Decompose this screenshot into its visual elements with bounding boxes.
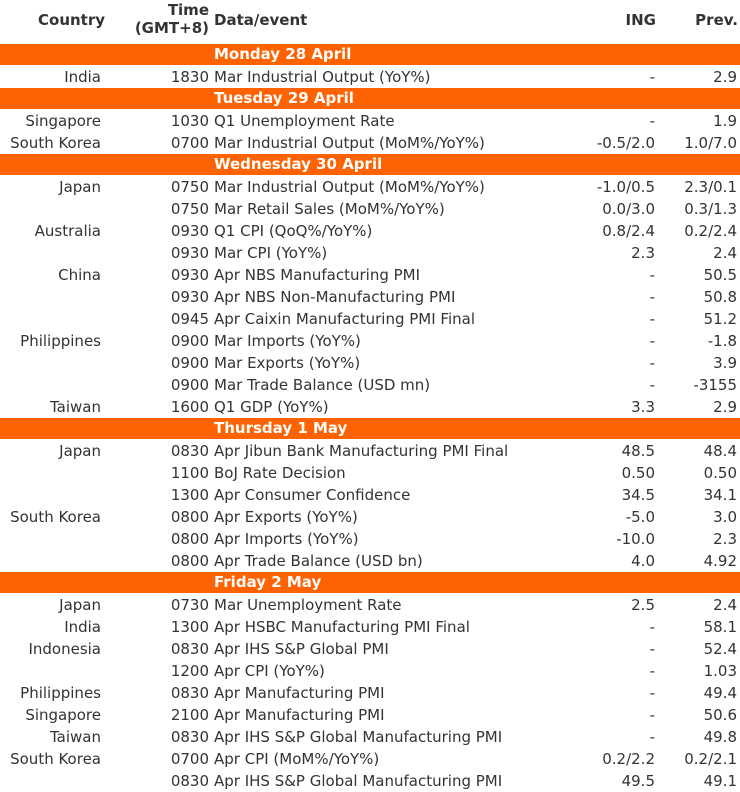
country-cell: India	[64, 68, 101, 86]
event-cell: Q1 CPI (QoQ%/YoY%)	[214, 222, 373, 240]
country-cell: Japan	[59, 178, 101, 196]
previous-value-cell: 0.2/2.4	[684, 222, 737, 240]
ing-forecast-cell: -	[649, 310, 655, 328]
day-header	[0, 88, 740, 109]
previous-value-cell: 3.9	[713, 354, 737, 372]
country-cell: Taiwan	[49, 728, 101, 746]
previous-value-cell: 49.8	[703, 728, 737, 746]
day-label: Friday 2 May	[214, 573, 322, 591]
table-row	[0, 440, 740, 462]
event-cell: Q1 Unemployment Rate	[214, 112, 395, 130]
ing-forecast-cell: 0.8/2.4	[602, 222, 655, 240]
event-cell: Apr IHS S&P Global PMI	[214, 640, 389, 658]
table-row	[0, 176, 740, 198]
table-row	[0, 286, 740, 308]
event-cell: Apr IHS S&P Global Manufacturing PMI	[214, 728, 503, 746]
event-cell: Apr Manufacturing PMI	[214, 684, 385, 702]
time-cell: 0830	[170, 772, 209, 790]
previous-value-cell: 0.3/1.3	[684, 200, 737, 218]
event-cell: Apr Manufacturing PMI	[214, 706, 385, 724]
table-header	[0, 0, 740, 44]
table-row	[0, 198, 740, 220]
time-cell: 0830	[170, 684, 209, 702]
previous-value-cell: -3155	[693, 376, 737, 394]
ing-forecast-cell: -	[649, 662, 655, 680]
previous-value-cell: 0.2/2.1	[684, 750, 737, 768]
previous-value-cell: 48.4	[703, 442, 737, 460]
event-cell: Apr Exports (YoY%)	[214, 508, 358, 526]
ing-forecast-cell: -	[649, 112, 655, 130]
table-row	[0, 660, 740, 682]
day-label: Wednesday 30 April	[214, 155, 383, 173]
ing-forecast-cell: -	[649, 618, 655, 636]
event-cell: Apr Consumer Confidence	[214, 486, 411, 504]
table-row	[0, 264, 740, 286]
previous-value-cell: 51.2	[703, 310, 737, 328]
event-cell: Apr NBS Manufacturing PMI	[214, 266, 421, 284]
country-cell: Japan	[59, 596, 101, 614]
event-cell: Apr IHS S&P Global Manufacturing PMI	[214, 772, 503, 790]
previous-value-cell: 52.4	[703, 640, 737, 658]
time-cell: 1600	[170, 398, 209, 416]
ing-forecast-cell: -	[649, 266, 655, 284]
previous-value-cell: 58.1	[703, 618, 737, 636]
table-row	[0, 330, 740, 352]
previous-value-cell: 1.9	[713, 112, 737, 130]
event-cell: Mar Retail Sales (MoM%/YoY%)	[214, 200, 445, 218]
event-cell: Mar Unemployment Rate	[214, 596, 402, 614]
time-cell: 0930	[170, 222, 209, 240]
previous-value-cell: 2.3/0.1	[684, 178, 737, 196]
country-cell: Singapore	[25, 706, 101, 724]
time-cell: 0830	[170, 728, 209, 746]
table-row	[0, 374, 740, 396]
table-row	[0, 594, 740, 616]
time-cell: 0750	[170, 178, 209, 196]
table-body	[0, 44, 740, 792]
event-cell: Q1 GDP (YoY%)	[214, 398, 329, 416]
table-row	[0, 110, 740, 132]
event-cell: Apr Trade Balance (USD bn)	[214, 552, 423, 570]
event-cell: Apr Jibun Bank Manufacturing PMI Final	[214, 442, 509, 460]
previous-value-cell: 50.6	[703, 706, 737, 724]
table-row	[0, 66, 740, 88]
event-cell: Mar Industrial Output (MoM%/YoY%)	[214, 134, 485, 152]
header-time-line1: Time	[167, 1, 209, 19]
ing-forecast-cell: -10.0	[616, 530, 655, 548]
event-cell: Apr Imports (YoY%)	[214, 530, 359, 548]
time-cell: 1300	[170, 618, 209, 636]
previous-value-cell: 2.4	[713, 244, 737, 262]
event-cell: Apr Caixin Manufacturing PMI Final	[214, 310, 476, 328]
table-row	[0, 484, 740, 506]
previous-value-cell: 4.92	[703, 552, 737, 570]
ing-forecast-cell: -	[649, 706, 655, 724]
header-time-line2: (GMT+8)	[134, 19, 209, 37]
time-cell: 1030	[170, 112, 209, 130]
previous-value-cell: 1.0/7.0	[684, 134, 737, 152]
day-header	[0, 572, 740, 593]
time-cell: 0830	[170, 442, 209, 460]
time-cell: 0930	[170, 244, 209, 262]
table-row	[0, 550, 740, 572]
previous-value-cell: 49.4	[703, 684, 737, 702]
ing-forecast-cell: -	[649, 332, 655, 350]
day-header	[0, 154, 740, 175]
event-cell: Mar CPI (YoY%)	[214, 244, 328, 262]
ing-forecast-cell: 2.3	[631, 244, 655, 262]
ing-forecast-cell: -	[649, 354, 655, 372]
ing-forecast-cell: -	[649, 640, 655, 658]
ing-forecast-cell: 49.5	[621, 772, 655, 790]
previous-value-cell: 3.0	[713, 508, 737, 526]
time-cell: 0730	[170, 596, 209, 614]
ing-forecast-cell: -	[649, 684, 655, 702]
ing-forecast-cell: -	[649, 68, 655, 86]
country-cell: South Korea	[10, 508, 101, 526]
event-cell: Apr CPI (YoY%)	[214, 662, 325, 680]
table-row	[0, 396, 740, 418]
previous-value-cell: 34.1	[703, 486, 737, 504]
table-row	[0, 638, 740, 660]
previous-value-cell: -1.8	[707, 332, 737, 350]
ing-forecast-cell: -0.5/2.0	[596, 134, 655, 152]
event-cell: Apr CPI (MoM%/YoY%)	[214, 750, 380, 768]
previous-value-cell: 1.03	[703, 662, 737, 680]
country-cell: Philippines	[20, 684, 101, 702]
time-cell: 0800	[170, 552, 209, 570]
table-row	[0, 704, 740, 726]
event-cell: Mar Industrial Output (MoM%/YoY%)	[214, 178, 485, 196]
event-cell: Mar Industrial Output (YoY%)	[214, 68, 431, 86]
time-cell: 0900	[170, 354, 209, 372]
header-ing: ING	[625, 11, 656, 29]
country-cell: Japan	[59, 442, 101, 460]
time-cell: 0930	[170, 266, 209, 284]
event-cell: Mar Exports (YoY%)	[214, 354, 361, 372]
time-cell: 0700	[170, 750, 209, 768]
country-cell: China	[58, 266, 101, 284]
table-row	[0, 132, 740, 154]
previous-value-cell: 49.1	[703, 772, 737, 790]
table-row	[0, 308, 740, 330]
time-cell: 1200	[170, 662, 209, 680]
country-cell: Singapore	[25, 112, 101, 130]
ing-forecast-cell: -5.0	[625, 508, 655, 526]
table-row	[0, 770, 740, 792]
ing-forecast-cell: 4.0	[631, 552, 655, 570]
ing-forecast-cell: 0.0/3.0	[602, 200, 655, 218]
country-cell: South Korea	[10, 134, 101, 152]
event-cell: BoJ Rate Decision	[214, 464, 346, 482]
time-cell: 0700	[170, 134, 209, 152]
event-cell: Apr HSBC Manufacturing PMI Final	[214, 618, 470, 636]
time-cell: 0800	[170, 530, 209, 548]
country-cell: Philippines	[20, 332, 101, 350]
time-cell: 1300	[170, 486, 209, 504]
ing-forecast-cell: 34.5	[621, 486, 655, 504]
header-country: Country	[38, 11, 106, 29]
country-cell: South Korea	[10, 750, 101, 768]
time-cell: 0800	[170, 508, 209, 526]
country-cell: Australia	[34, 222, 101, 240]
day-label: Tuesday 29 April	[214, 89, 354, 107]
table-row	[0, 242, 740, 264]
previous-value-cell: 2.9	[713, 398, 737, 416]
time-cell: 0900	[170, 332, 209, 350]
event-cell: Mar Trade Balance (USD mn)	[214, 376, 431, 394]
country-cell: Indonesia	[28, 640, 101, 658]
time-cell: 0750	[170, 200, 209, 218]
event-cell: Apr NBS Non-Manufacturing PMI	[214, 288, 456, 306]
table-row	[0, 506, 740, 528]
ing-forecast-cell: -	[649, 728, 655, 746]
country-cell: India	[64, 618, 101, 636]
ing-forecast-cell: 48.5	[621, 442, 655, 460]
table-row	[0, 528, 740, 550]
time-cell: 0900	[170, 376, 209, 394]
ing-forecast-cell: -	[649, 376, 655, 394]
previous-value-cell: 2.9	[713, 68, 737, 86]
time-cell: 0945	[170, 310, 209, 328]
country-cell: Taiwan	[49, 398, 101, 416]
event-cell: Mar Imports (YoY%)	[214, 332, 361, 350]
ing-forecast-cell: -1.0/0.5	[596, 178, 655, 196]
table-row	[0, 352, 740, 374]
table-row	[0, 462, 740, 484]
day-label: Monday 28 April	[214, 45, 352, 63]
table-row	[0, 220, 740, 242]
ing-forecast-cell: -	[649, 288, 655, 306]
table-row	[0, 682, 740, 704]
day-label: Thursday 1 May	[214, 419, 348, 437]
previous-value-cell: 2.3	[713, 530, 737, 548]
time-cell: 0830	[170, 640, 209, 658]
ing-forecast-cell: 0.2/2.2	[602, 750, 655, 768]
table-row	[0, 748, 740, 770]
header-prev: Prev.	[695, 11, 738, 29]
time-cell: 1830	[170, 68, 209, 86]
day-header	[0, 418, 740, 439]
time-cell: 2100	[170, 706, 209, 724]
previous-value-cell: 50.5	[703, 266, 737, 284]
previous-value-cell: 0.50	[703, 464, 737, 482]
header-data-event: Data/event	[214, 11, 308, 29]
day-header	[0, 44, 740, 65]
previous-value-cell: 2.4	[713, 596, 737, 614]
table-row	[0, 726, 740, 748]
header-time	[135, 1, 209, 37]
time-cell: 0930	[170, 288, 209, 306]
previous-value-cell: 50.8	[703, 288, 737, 306]
ing-forecast-cell: 3.3	[631, 398, 655, 416]
ing-forecast-cell: 0.50	[621, 464, 655, 482]
table-row	[0, 616, 740, 638]
time-cell: 1100	[170, 464, 209, 482]
ing-forecast-cell: 2.5	[631, 596, 655, 614]
